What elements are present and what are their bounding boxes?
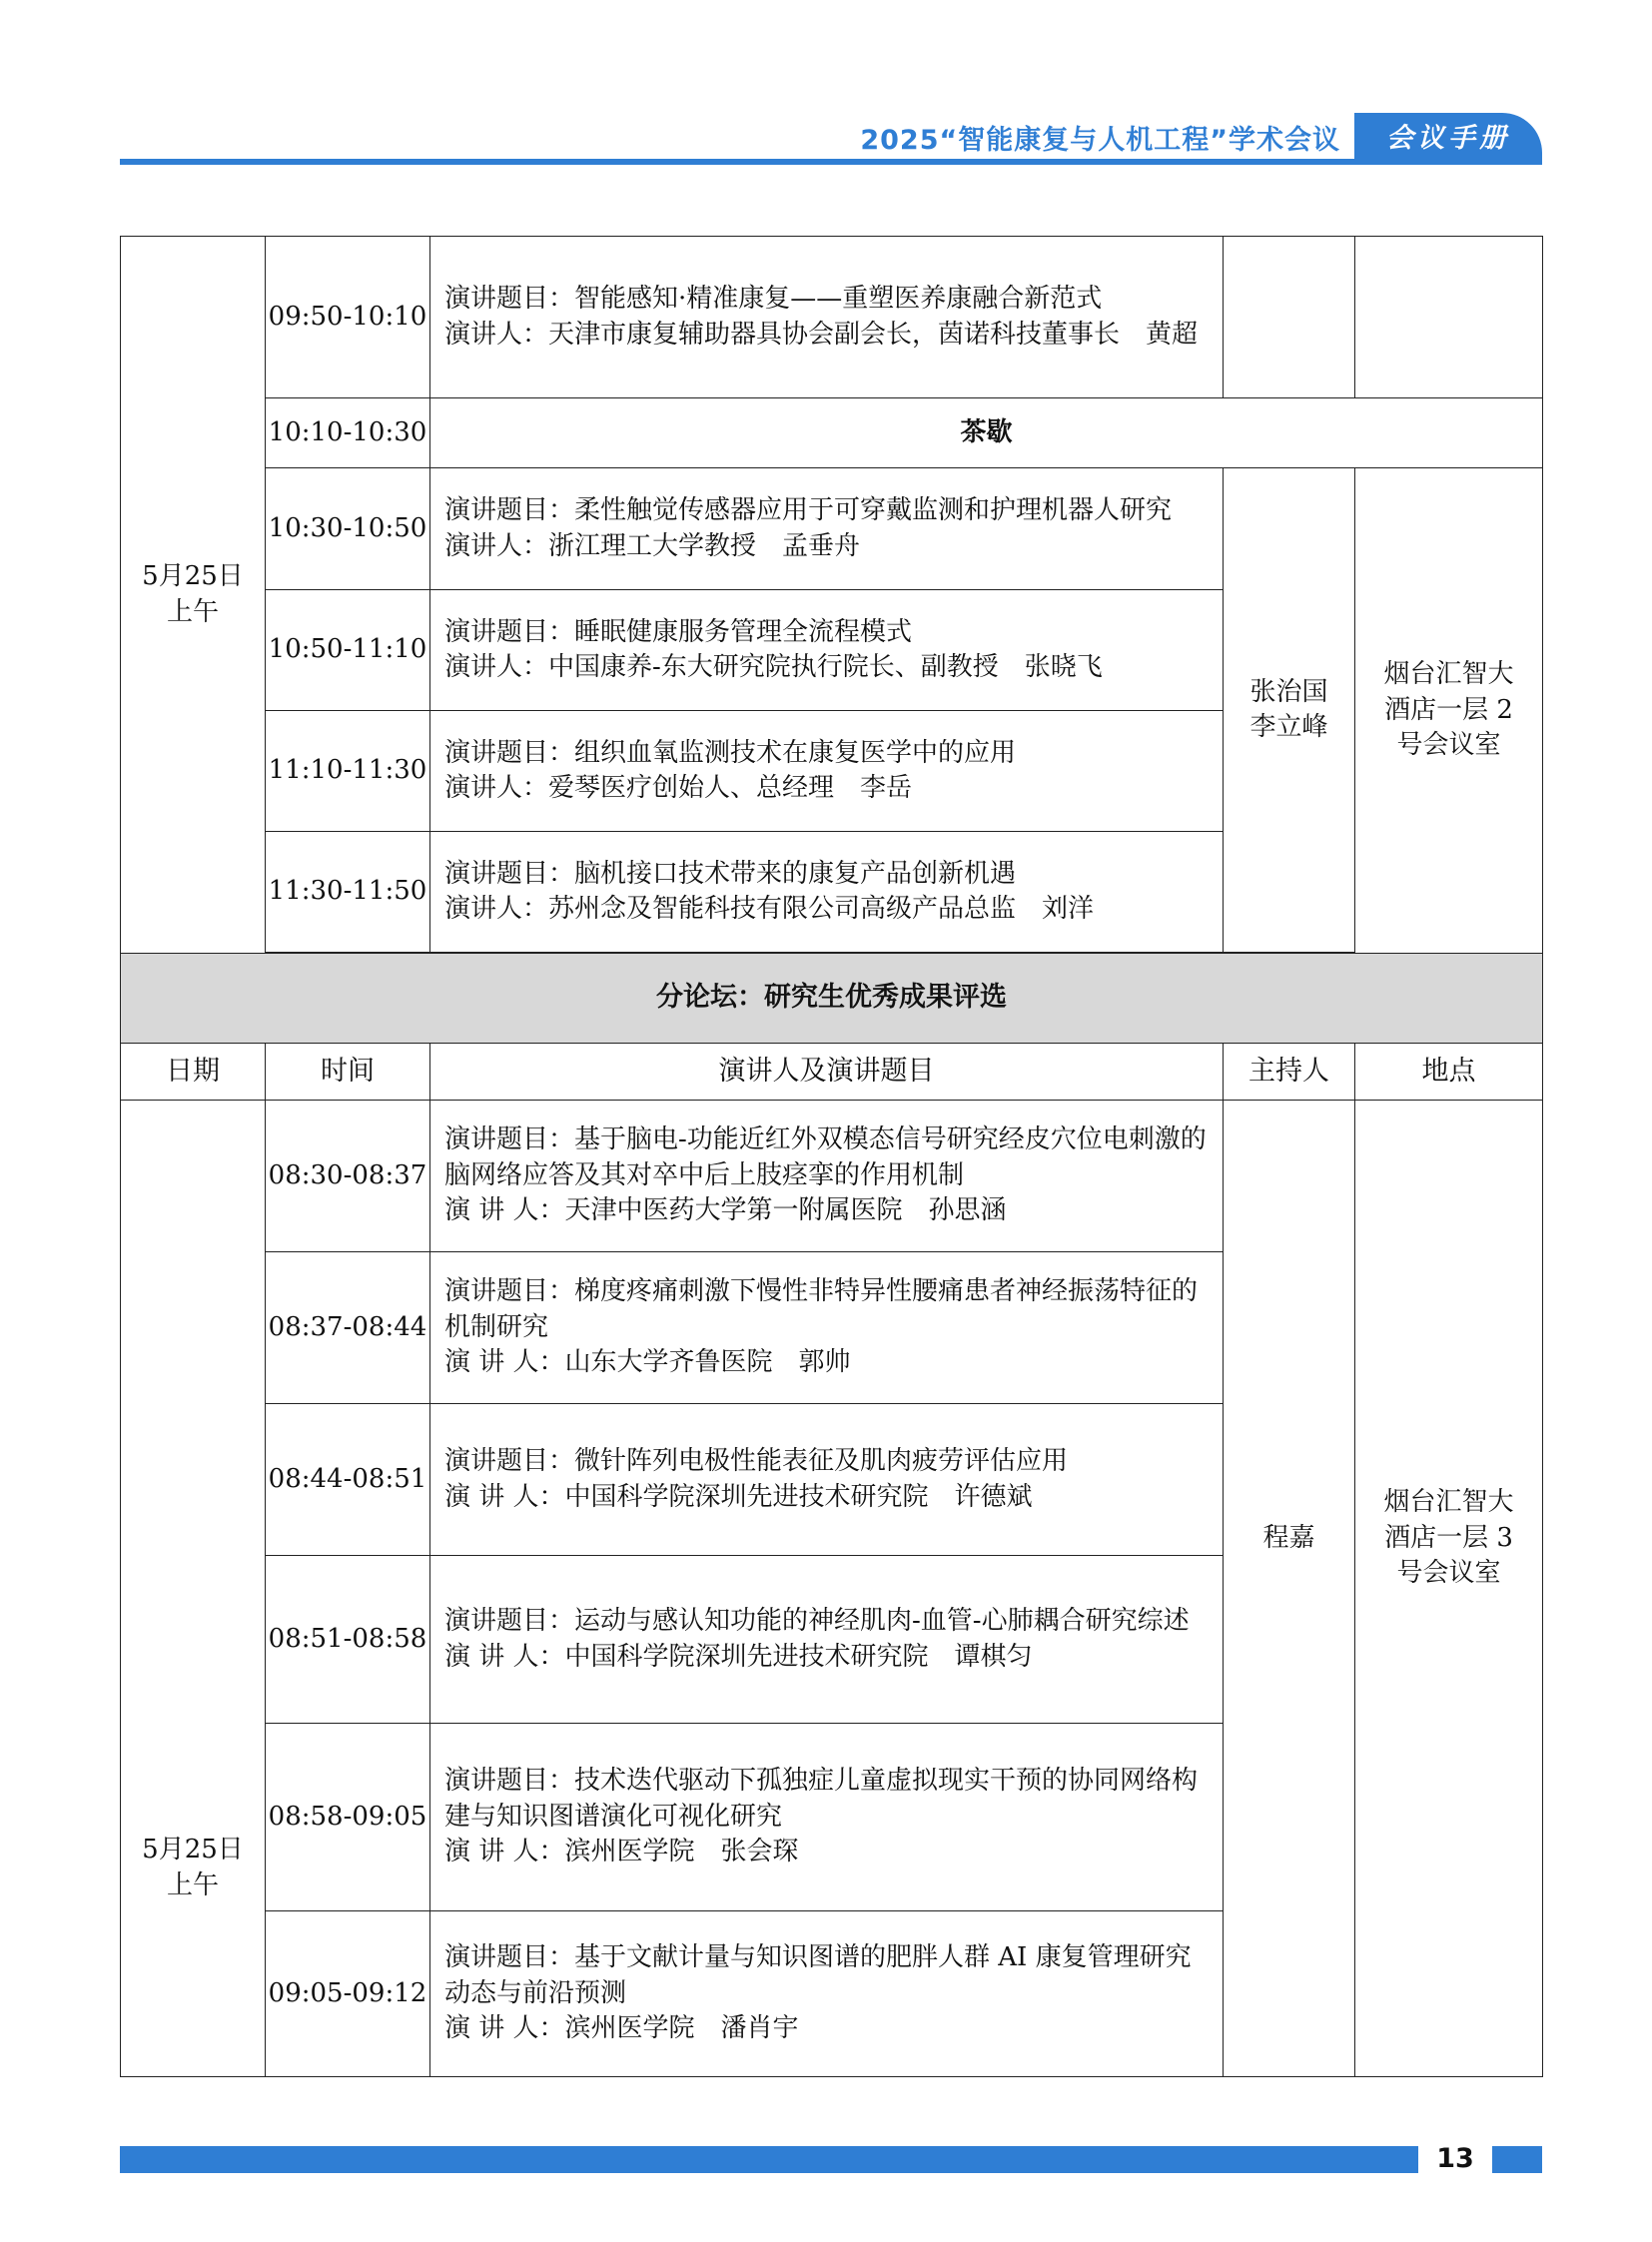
time-cell: 08:37-08:44 xyxy=(266,1252,430,1404)
date-cell xyxy=(121,1101,266,2077)
section-banner xyxy=(121,954,1543,1044)
place-cell xyxy=(1355,1101,1543,2077)
section-title: 分论坛：研究生优秀成果评选 xyxy=(121,954,1543,1044)
talk-cell xyxy=(430,1556,1224,1724)
time-cell: 09:05-09:12 xyxy=(266,1911,430,2077)
talk-cell xyxy=(430,1911,1224,2077)
talk-topic: 演讲题目：智能感知·精准康复——重塑医养康融合新范式 xyxy=(444,284,1103,315)
talk-cell xyxy=(430,1101,1224,1252)
place-cell xyxy=(1355,468,1543,954)
page-number: 13 xyxy=(1436,2143,1474,2174)
talk-topic: 演讲题目：睡眠健康服务管理全流程模式 xyxy=(444,616,913,647)
time-cell: 11:10-11:30 xyxy=(266,711,430,832)
talk-topic: 演讲题目：基于文献计量与知识图谱的肥胖人群 AI 康复管理研究动态与前沿预测 xyxy=(444,1942,1192,2008)
column-header-time: 时间 xyxy=(266,1044,430,1101)
footer-bar-end xyxy=(1492,2146,1542,2173)
table-row xyxy=(121,237,1543,398)
time-cell: 10:10-10:30 xyxy=(266,398,430,468)
talk-speaker: 演讲人：天津市康复辅助器具协会副会长，茵诺科技董事长 黄超 xyxy=(444,319,1199,350)
column-header-row xyxy=(121,1044,1543,1101)
time-cell: 10:30-10:50 xyxy=(266,468,430,590)
footer-bar xyxy=(120,2146,1418,2173)
place-text: 烟台汇智大 xyxy=(1383,1487,1514,1518)
header-rule xyxy=(120,159,1542,165)
talk-speaker: 演 讲 人：中国科学院深圳先进技术研究院 许德斌 xyxy=(444,1481,1033,1512)
talk-speaker: 演讲人：中国康养-东大研究院执行院长、副教授 张晓飞 xyxy=(444,652,1103,682)
column-header-host: 主持人 xyxy=(1224,1044,1355,1101)
talk-cell xyxy=(430,832,1224,953)
talk-cell xyxy=(430,468,1224,590)
talk-cell xyxy=(430,1404,1224,1556)
time-cell: 09:50-10:10 xyxy=(266,237,430,398)
session-label: 上午 xyxy=(166,1869,219,1900)
talk-speaker: 演 讲 人：滨州医学院 潘肖宇 xyxy=(444,2013,799,2044)
talk-topic: 演讲题目：组织血氧监测技术在康复医学中的应用 xyxy=(444,737,1017,768)
talk-topic: 演讲题目：运动与感认知功能的神经肌肉-血管-心肺耦合研究综述 xyxy=(444,1606,1190,1637)
time-cell: 10:50-11:10 xyxy=(266,590,430,711)
time-cell: 08:58-09:05 xyxy=(266,1724,430,1911)
host-name: 李立峰 xyxy=(1249,712,1328,742)
talk-cell xyxy=(430,711,1224,832)
place-text: 号会议室 xyxy=(1396,1558,1501,1589)
date-label: 5月25日 xyxy=(142,1835,244,1866)
conference-title: 2025“智能康复与人机工程”学术会议 xyxy=(860,125,1340,156)
talk-cell xyxy=(430,1724,1224,1911)
talk-speaker: 演讲人：浙江理工大学教授 孟垂舟 xyxy=(444,530,861,561)
column-header-date: 日期 xyxy=(121,1044,266,1101)
talk-topic: 演讲题目：基于脑电-功能近红外双模态信号研究经皮穴位电刺激的脑网络应答及其对卒中后上肢痉挛的作用机制 xyxy=(444,1124,1207,1190)
table-row xyxy=(121,1101,1543,1252)
table-row xyxy=(121,468,1543,590)
place-text: 烟台汇智大 xyxy=(1383,659,1514,690)
table-row xyxy=(121,398,1543,468)
talk-topic: 演讲题目：脑机接口技术带来的康复产品创新机遇 xyxy=(444,858,1017,889)
talk-topic: 演讲题目：梯度疼痛刺激下慢性非特异性腰痛患者神经振荡特征的机制研究 xyxy=(444,1276,1199,1342)
talk-cell xyxy=(430,590,1224,711)
talk-cell xyxy=(430,237,1224,398)
host-cell xyxy=(1224,1101,1355,2077)
host-name: 张治国 xyxy=(1249,676,1328,707)
column-header-content: 演讲人及演讲题目 xyxy=(430,1044,1224,1101)
date-label: 5月25日 xyxy=(142,561,244,592)
place-text: 号会议室 xyxy=(1396,730,1501,761)
host-name: 程嘉 xyxy=(1262,1522,1315,1553)
column-header-place: 地点 xyxy=(1355,1044,1543,1101)
talk-topic: 演讲题目：柔性触觉传感器应用于可穿戴监测和护理机器人研究 xyxy=(444,495,1173,526)
time-cell: 11:30-11:50 xyxy=(266,832,430,953)
talk-cell xyxy=(430,1252,1224,1404)
talk-speaker: 演 讲 人：山东大学齐鲁医院 郭帅 xyxy=(444,1347,851,1378)
date-cell xyxy=(121,237,266,954)
talk-topic: 演讲题目：技术迭代驱动下孤独症儿童虚拟现实干预的协同网络构建与知识图谱演化可视化研究 xyxy=(444,1766,1199,1832)
host-cell xyxy=(1224,468,1355,953)
time-cell: 08:44-08:51 xyxy=(266,1404,430,1556)
session-label: 上午 xyxy=(166,596,219,627)
place-cell-empty xyxy=(1355,237,1543,398)
talk-speaker: 演 讲 人：滨州医学院 张会琛 xyxy=(444,1837,799,1868)
talk-speaker: 演 讲 人：中国科学院深圳先进技术研究院 谭棋匀 xyxy=(444,1641,1033,1672)
host-cell-empty xyxy=(1224,237,1355,398)
tea-break-cell: 茶歇 xyxy=(430,398,1543,468)
place-text: 酒店一层 2 xyxy=(1384,694,1513,725)
schedule-table xyxy=(120,236,1543,2077)
talk-topic: 演讲题目：微针阵列电极性能表征及肌肉疲劳评估应用 xyxy=(444,1446,1069,1477)
talk-speaker: 演讲人：苏州念及智能科技有限公司高级产品总监 刘洋 xyxy=(444,894,1095,924)
time-cell: 08:30-08:37 xyxy=(266,1101,430,1252)
place-text: 酒店一层 3 xyxy=(1384,1522,1513,1553)
talk-speaker: 演讲人：爱琴医疗创始人、总经理 李岳 xyxy=(444,773,913,803)
handbook-badge: 会议手册 xyxy=(1354,113,1542,165)
time-cell: 08:51-08:58 xyxy=(266,1556,430,1724)
talk-speaker: 演 讲 人：天津中医药大学第一附属医院 孙思涵 xyxy=(444,1195,1007,1226)
